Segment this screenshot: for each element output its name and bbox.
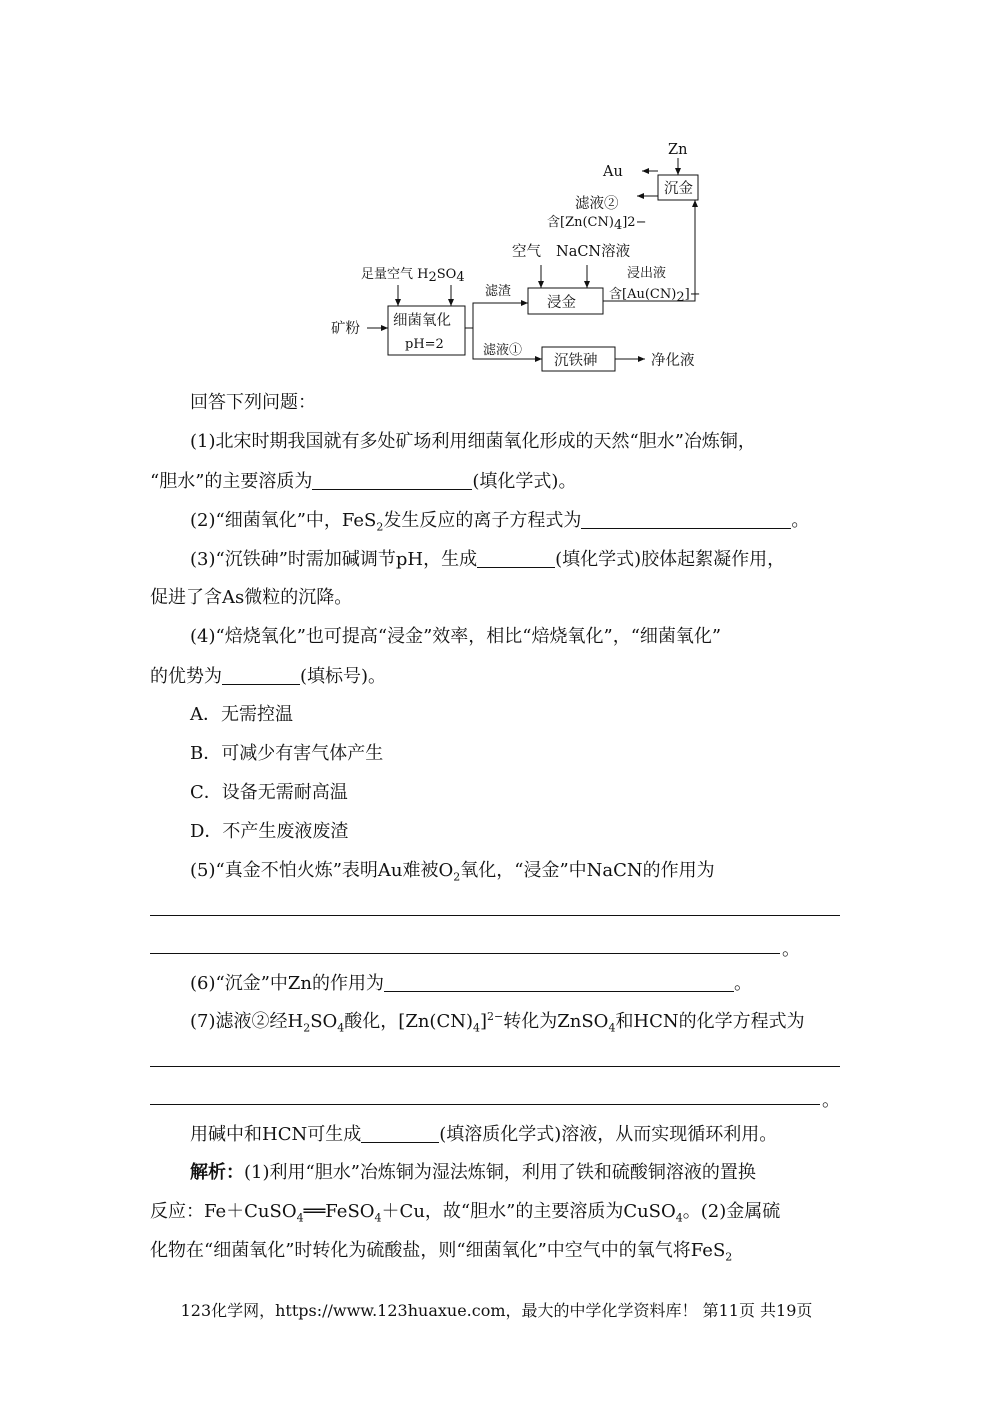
q2-text: (2)“细菌氧化”中，FeS xyxy=(190,510,377,531)
q7-answer-line-1[interactable] xyxy=(150,1066,840,1067)
q1-text: (1)北宋时期我国就有多处矿场利用细菌氧化形成的天然“胆水”冶炼铜， xyxy=(190,431,756,452)
q4-line1 xyxy=(190,625,890,649)
q2-period: 。 xyxy=(791,510,810,531)
q6-line xyxy=(190,971,890,996)
q7-sub1: 2 xyxy=(303,1021,311,1035)
q7-text3: 酸化，[Zn(CN) xyxy=(344,1011,473,1032)
intro-line xyxy=(190,391,890,415)
answer-sub4: 2 xyxy=(725,1250,733,1264)
q7-sup: 2− xyxy=(487,1010,504,1023)
process-flow-diagram xyxy=(325,138,725,373)
q3-answer-blank[interactable] xyxy=(477,547,555,568)
option-b[interactable] xyxy=(190,742,890,766)
label-kuangfen: 矿粉 xyxy=(331,321,360,337)
q8-line xyxy=(190,1122,890,1147)
q4-text: (4)“焙烧氧化”也可提高“浸金”效率，相比“焙烧氧化”，“细菌氧化” xyxy=(190,626,722,647)
option-d[interactable] xyxy=(190,820,890,844)
q5-line xyxy=(190,859,890,883)
option-a-text: A．无需控温 xyxy=(190,704,293,725)
label-lvzha: 滤渣 xyxy=(485,284,512,299)
q4-text2: 的优势为 xyxy=(150,666,222,687)
q8-text2: (填溶质化学式)溶液，从而实现循环利用。 xyxy=(439,1124,778,1145)
q4-answer-blank[interactable] xyxy=(222,664,300,685)
answer-line-2 xyxy=(150,1200,850,1224)
q4-line2 xyxy=(150,664,850,689)
answer-text-2d: 。(2)金属硫 xyxy=(682,1201,781,1222)
q7-period: 。 xyxy=(822,1090,840,1111)
q7-line xyxy=(190,1010,890,1034)
label-nacn: NaCN溶液 xyxy=(556,244,631,260)
answer-text-2c: ＋Cu，故“胆水”的主要溶质为CuSO xyxy=(381,1201,676,1222)
label-chenjin: 沉金 xyxy=(664,181,693,197)
q1-prompt: “胆水”的主要溶质为 xyxy=(150,471,313,492)
q5-sub: 2 xyxy=(453,870,461,884)
q5-answer-line-1[interactable] xyxy=(150,915,840,916)
answer-line-1 xyxy=(190,1161,890,1185)
label-han-au: 含[Au(CN)2]− xyxy=(609,287,701,305)
flow-diagram-svg xyxy=(325,138,725,373)
q3-text: (3)“沉铁砷”时需加碱调节pH，生成 xyxy=(190,549,478,570)
label-jinghuaye: 净化液 xyxy=(651,353,695,369)
label-lvye1: 滤液① xyxy=(483,343,523,358)
q7-text4: 转化为ZnSO xyxy=(503,1011,609,1032)
q7-text5: 和HCN的化学方程式为 xyxy=(615,1011,805,1032)
label-zn: Zn xyxy=(668,142,688,158)
q1-suffix: (填化学式)。 xyxy=(472,471,577,492)
q4-text3: (填标号)。 xyxy=(300,666,387,687)
label-ph: pH=2 xyxy=(405,337,444,352)
option-b-text: B．可减少有害气体产生 xyxy=(190,743,384,764)
q7-sub2: 4 xyxy=(337,1021,345,1035)
label-kongqi: 空气 xyxy=(512,244,541,260)
label-han-zn: 含[Zn(CN)4]2− xyxy=(547,215,647,233)
q1-answer-blank[interactable] xyxy=(312,469,472,490)
q5-period: 。 xyxy=(782,939,800,960)
q5-answer-line-2[interactable] xyxy=(150,953,780,954)
q7-sub4: 4 xyxy=(608,1021,616,1035)
q1-line2 xyxy=(150,469,850,494)
answer-text-3: 化物在“细菌氧化”时转化为硫酸盐，则“细菌氧化”中空气中的氧气将FeS xyxy=(150,1240,726,1261)
q8-text: 用碱中和HCN可生成 xyxy=(190,1124,362,1145)
page-footer: 123化学网，https://www.123huaxue.com，最大的中学化学资料库！ 第11页 共19页 xyxy=(180,1301,813,1320)
answer-line-3 xyxy=(150,1239,850,1263)
label-jinchuye: 浸出液 xyxy=(627,266,667,281)
q3-line2 xyxy=(150,586,850,610)
q2-line xyxy=(190,508,890,533)
q1-line1 xyxy=(190,430,890,454)
answer-text-2a: 反应：Fe＋CuSO xyxy=(150,1201,297,1222)
q7-sub3: 4 xyxy=(473,1021,480,1035)
q6-period: 。 xyxy=(734,973,753,994)
q5-text2: 氧化，“浸金”中NaCN的作用为 xyxy=(460,860,715,881)
q3-text3: 促进了含As微粒的沉降。 xyxy=(150,587,353,608)
q6-text: (6)“沉金”中Zn的作用为 xyxy=(190,973,385,994)
option-c-text: C．设备无需耐高温 xyxy=(190,782,348,803)
option-c[interactable] xyxy=(190,781,890,805)
q2-text2: 发生反应的离子方程式为 xyxy=(383,510,582,531)
option-d-text: D．不产生废液废渣 xyxy=(190,821,349,842)
arrow-lvzha xyxy=(465,303,528,328)
q5-text: (5)“真金不怕火炼”表明Au难被O xyxy=(190,860,454,881)
option-a[interactable] xyxy=(190,703,890,727)
label-lvye2: 滤液② xyxy=(575,196,619,212)
q7-text2: SO xyxy=(310,1011,338,1032)
q8-answer-blank[interactable] xyxy=(361,1122,439,1143)
answer-text-2b: ══FeSO xyxy=(303,1201,375,1222)
q3-line1 xyxy=(190,547,890,572)
answer-text-1: (1)利用“胆水”冶炼铜为湿法炼铜，利用了铁和硫酸铜溶液的置换 xyxy=(244,1162,756,1183)
answer-label: 解析： xyxy=(190,1162,244,1183)
q6-answer-blank[interactable] xyxy=(384,971,734,992)
q2-sub: 2 xyxy=(376,520,384,534)
label-xijun: 细菌氧化 xyxy=(393,313,451,329)
label-jinjin: 浸金 xyxy=(547,295,576,311)
answer-sub2: 4 xyxy=(374,1211,382,1225)
q7-bracket: ] xyxy=(480,1011,488,1032)
q2-answer-blank[interactable] xyxy=(581,508,791,529)
q7-text: (7)滤液②经H xyxy=(190,1011,304,1032)
q3-text2: (填化学式)胶体起絮凝作用， xyxy=(555,549,786,570)
q7-answer-line-2[interactable] xyxy=(150,1104,820,1105)
label-zuliang: 足量空气 H2SO4 xyxy=(361,267,465,285)
answer-sub1: 4 xyxy=(296,1211,304,1225)
answer-sub3: 4 xyxy=(675,1211,683,1225)
label-au: Au xyxy=(603,164,623,180)
label-chentieshen: 沉铁砷 xyxy=(554,353,598,369)
intro-text: 回答下列问题： xyxy=(190,392,316,413)
